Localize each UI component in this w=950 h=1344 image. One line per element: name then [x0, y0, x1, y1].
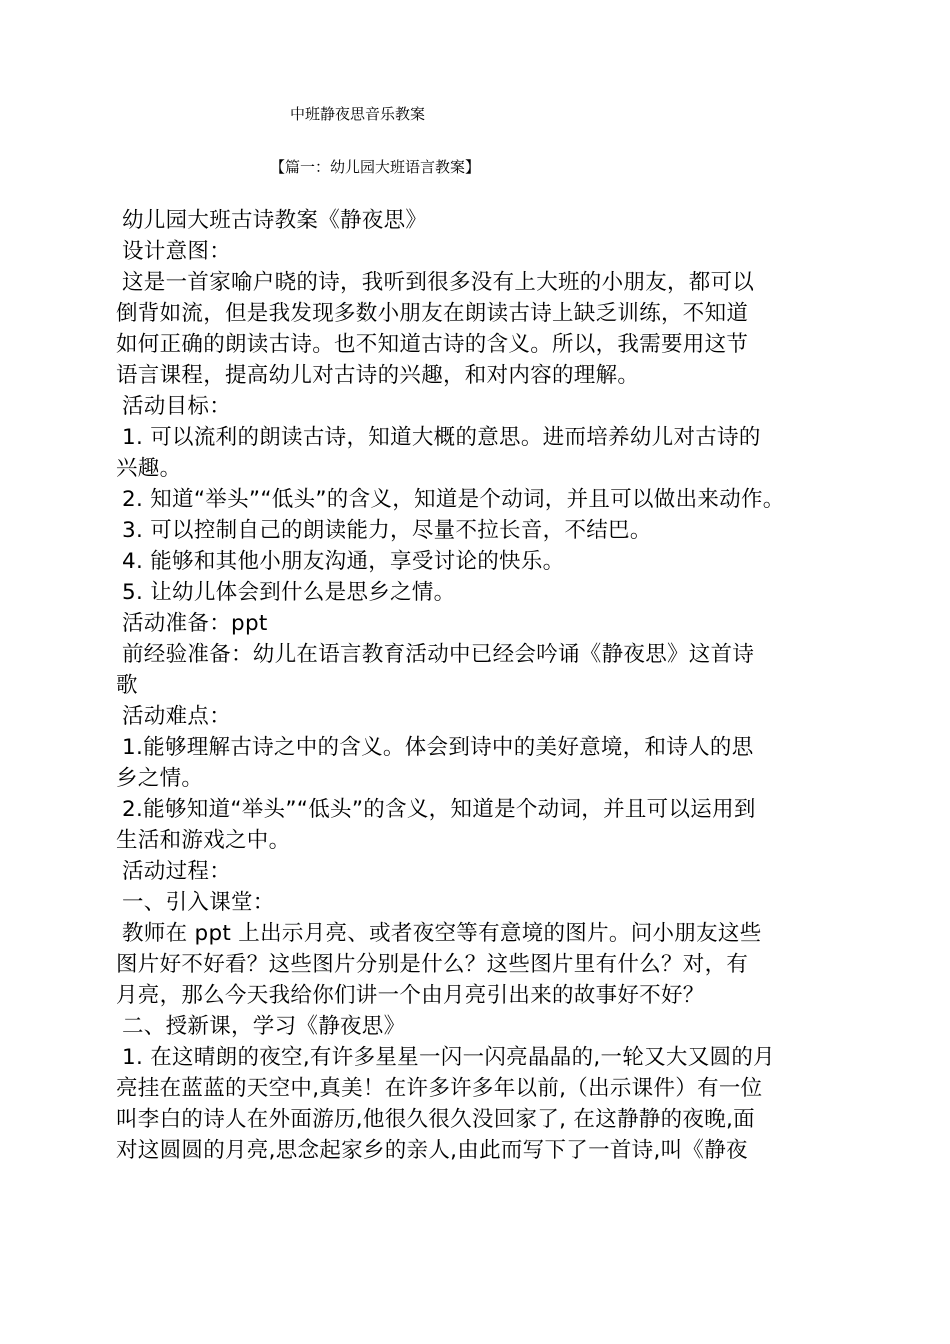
body-line: 歌 [116, 673, 138, 698]
body-line: 乡之情。 [116, 766, 204, 791]
body-line: 活动准备：ppt [122, 611, 268, 636]
body-line: 亮挂在蓝蓝的天空中,真美！在许多许多年以前,（出示课件）有一位 [116, 1076, 763, 1101]
body-line: 如何正确的朗读古诗。也不知道古诗的含义。所以，我需要用这节 [116, 332, 749, 357]
body-line: 设计意图： [122, 239, 232, 264]
body-line: 活动目标： [122, 394, 232, 419]
body-line: 这是一首家喻户晓的诗，我听到很多没有上大班的小朋友，都可以 [122, 270, 755, 295]
body-line: 活动过程： [122, 859, 232, 884]
body-line: 1.能够理解古诗之中的含义。体会到诗中的美好意境，和诗人的思 [122, 735, 754, 760]
body-line: 活动难点： [122, 704, 232, 729]
body-line: 倒背如流，但是我发现多数小朋友在朗读古诗上缺乏训练，不知道 [116, 301, 749, 326]
body-line: 图片好不好看？这些图片分别是什么？这些图片里有什么？对，有 [116, 952, 749, 977]
body-line: 二、授新课，学习《静夜思》 [122, 1014, 406, 1039]
body-line: 一、引入课堂： [122, 890, 275, 915]
body-line: 4. 能够和其他小朋友沟通，享受讨论的快乐。 [122, 549, 565, 574]
body-line: 5. 让幼儿体会到什么是思乡之情。 [122, 580, 456, 605]
body-line: 幼儿园大班古诗教案《静夜思》 [122, 208, 428, 233]
body-line: 1. 在这晴朗的夜空,有许多星星一闪一闪亮晶晶的,一轮又大又圆的月 [122, 1045, 775, 1070]
document-title: 中班静夜思音乐教案 [290, 105, 426, 123]
body-line: 月亮，那么今天我给你们讲一个由月亮引出来的故事好不好？ [116, 983, 705, 1008]
body-line: 1. 可以流利的朗读古诗，知道大概的意思。进而培养幼儿对古诗的 [122, 425, 761, 450]
body-line: 2.能够知道“举头”“低头”的含义，知道是个动词，并且可以运用到 [122, 797, 756, 822]
body-line: 叫李白的诗人在外面游历,他很久很久没回家了, 在这静静的夜晚,面 [116, 1107, 755, 1132]
section-label: 【篇一：幼儿园大班语言教案】 [270, 158, 481, 176]
body-line: 生活和游戏之中。 [116, 828, 291, 853]
body-line: 教师在 ppt 上出示月亮、或者夜空等有意境的图片。问小朋友这些 [122, 921, 762, 946]
document-body [116, 205, 846, 1166]
body-line: 对这圆圆的月亮,思念起家乡的亲人,由此而写下了一首诗,叫《静夜 [116, 1138, 748, 1163]
body-line: 3. 可以控制自己的朗读能力，尽量不拉长音，不结巴。 [122, 518, 652, 543]
body-line: 前经验准备：幼儿在语言教育活动中已经会吟诵《静夜思》这首诗 [122, 642, 755, 667]
body-line: 2. 知道“举头”“低头”的含义，知道是个动词，并且可以做出来动作。 [122, 487, 785, 512]
body-line: 兴趣。 [116, 456, 182, 481]
body-line: 语言课程，提高幼儿对古诗的兴趣，和对内容的理解。 [116, 363, 640, 388]
